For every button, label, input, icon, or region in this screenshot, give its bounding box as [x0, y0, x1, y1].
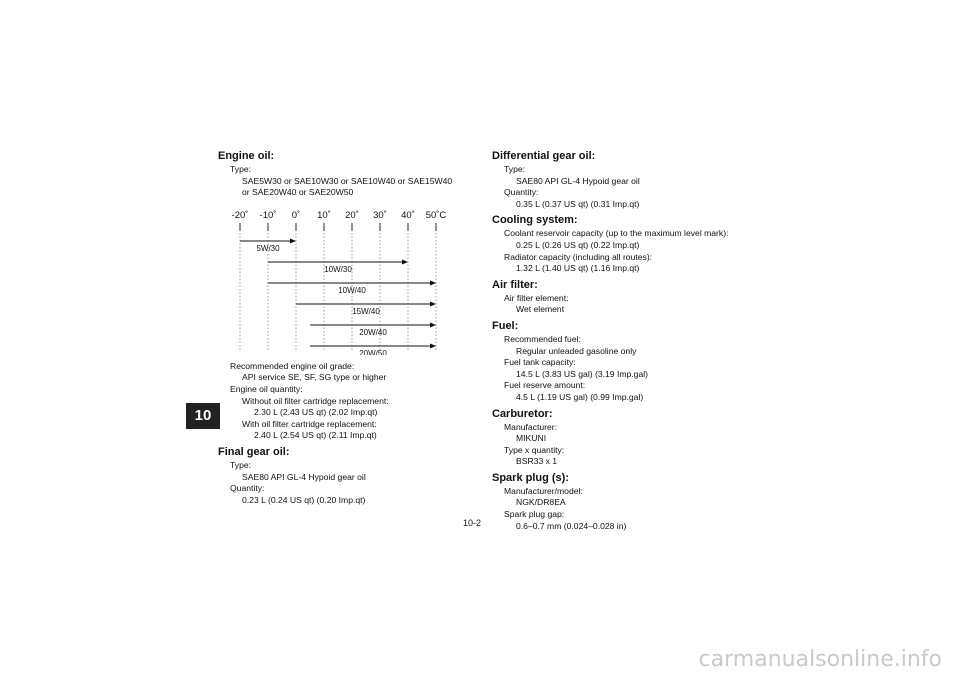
carburetor-heading: Carburetor:	[492, 407, 553, 420]
grade-arrowhead	[430, 301, 436, 306]
coolant-reservoir-value: 0.25 L (0.26 US qt) (0.22 Imp.qt)	[516, 239, 640, 250]
grade-label: 5W/30	[256, 243, 280, 253]
spark-plug-model-label: Manufacturer/model:	[504, 485, 583, 496]
differential-quantity-value: 0.35 L (0.37 US qt) (0.31 Imp.qt)	[516, 198, 640, 209]
carburetor-manufacturer-label: Manufacturer:	[504, 421, 558, 432]
engine-oil-heading: Engine oil:	[218, 150, 275, 162]
coolant-reservoir-label: Coolant reservoir capacity (up to the maximum level mark):	[504, 228, 729, 239]
left-column	[218, 146, 480, 506]
right-column	[492, 146, 752, 532]
carburetor-type-label: Type x quantity:	[504, 444, 565, 455]
radiator-capacity-value: 1.32 L (1.40 US qt) (1.16 Imp.qt)	[516, 263, 640, 274]
grade-label: 15W/40	[352, 306, 380, 316]
cooling-system-heading: Cooling system:	[492, 214, 578, 227]
engine-oil-type-value-2: or SAE20W40 or SAE20W50	[242, 187, 354, 198]
fuel-reserve-value: 4.5 L (1.19 US gal) (0.99 Imp.gal)	[516, 391, 644, 402]
without-filter-value: 2.30 L (2.43 US qt) (2.02 Imp.qt)	[254, 407, 378, 418]
final-gear-oil-type-value: SAE80 API GL-4 Hypoid gear oil	[242, 471, 366, 482]
watermark: carmanualsonline.info	[698, 647, 942, 672]
final-gear-oil-quantity-value: 0.23 L (0.24 US qt) (0.20 Imp.qt)	[242, 494, 366, 505]
fuel-tank-value: 14.5 L (3.83 US gal) (3.19 Imp.gal)	[516, 368, 648, 379]
oil-viscosity-chart-svg	[228, 207, 468, 355]
without-filter-label: Without oil filter cartridge replacement:	[242, 395, 389, 406]
grade-label: 20W/50	[359, 348, 387, 355]
oil-viscosity-chart	[228, 207, 468, 355]
chapter-tab: 10	[186, 403, 220, 429]
temperature-tick-label: 20˚	[345, 209, 359, 221]
engine-oil-type-label: Type:	[230, 164, 252, 174]
air-filter-element-value: Wet element	[516, 304, 565, 315]
differential-quantity-label: Quantity:	[504, 187, 539, 198]
temperature-tick-label: -10˚	[259, 209, 277, 221]
with-filter-value: 2.40 L (2.54 US qt) (2.11 Imp.qt)	[254, 430, 377, 441]
final-gear-oil-type-label: Type:	[230, 459, 252, 470]
radiator-capacity-label: Radiator capacity (including all routes):	[504, 251, 653, 262]
engine-oil-quantity-label: Engine oil quantity:	[230, 383, 303, 394]
grade-arrowhead	[430, 280, 436, 285]
recommended-grade-label: Recommended engine oil grade:	[230, 360, 355, 371]
fuel-heading: Fuel:	[492, 319, 519, 332]
differential-type-value: SAE80 API GL-4 Hypoid gear oil	[516, 175, 640, 186]
grade-label: 10W/30	[324, 264, 352, 274]
recommended-grade-value: API service SE, SF, SG type or higher	[242, 372, 387, 383]
temperature-tick-label: 0˚	[291, 209, 301, 221]
fuel-tank-label: Fuel tank capacity:	[504, 357, 576, 368]
differential-gear-oil-heading: Differential gear oil:	[492, 150, 596, 162]
with-filter-label: With oil filter cartridge replacement:	[242, 418, 377, 429]
air-filter-heading: Air filter:	[492, 278, 538, 291]
page-number: 10-2	[463, 518, 482, 528]
fuel-reserve-label: Fuel reserve amount:	[504, 380, 586, 391]
grade-label: 10W/40	[338, 285, 366, 295]
spark-plug-gap-value: 0.6–0.7 mm (0.024–0.028 in)	[516, 520, 627, 531]
temperature-tick-label: 50˚C	[425, 209, 447, 221]
final-gear-oil-heading: Final gear oil:	[218, 445, 290, 458]
temperature-tick-label: 30˚	[373, 209, 387, 221]
final-gear-oil-quantity-label: Quantity:	[230, 483, 265, 494]
carburetor-manufacturer-value: MIKUNI	[516, 433, 547, 444]
temperature-tick-label: 40˚	[401, 209, 415, 221]
recommended-fuel-label: Recommended fuel:	[504, 333, 581, 344]
temperature-tick-label: -20˚	[231, 209, 249, 221]
grade-label: 20W/40	[359, 327, 387, 337]
spark-plug-model-value: NGK/DR8EA	[516, 497, 566, 508]
grade-arrowhead	[430, 343, 436, 348]
recommended-fuel-value: Regular unleaded gasoline only	[516, 345, 637, 356]
carburetor-type-value: BSR33 x 1	[516, 456, 558, 467]
engine-oil-type-value-1: SAE5W30 or SAE10W30 or SAE10W40 or SAE15W40	[242, 175, 453, 186]
temperature-tick-label: 10˚	[317, 209, 331, 221]
differential-type-label: Type:	[504, 164, 526, 174]
spark-plug-heading: Spark plug (s):	[492, 471, 570, 484]
spark-plug-gap-label: Spark plug gap:	[504, 509, 565, 520]
grade-arrowhead	[430, 322, 436, 327]
air-filter-element-label: Air filter element:	[504, 292, 569, 303]
grade-arrowhead	[290, 238, 296, 243]
grade-arrowhead	[402, 259, 408, 264]
